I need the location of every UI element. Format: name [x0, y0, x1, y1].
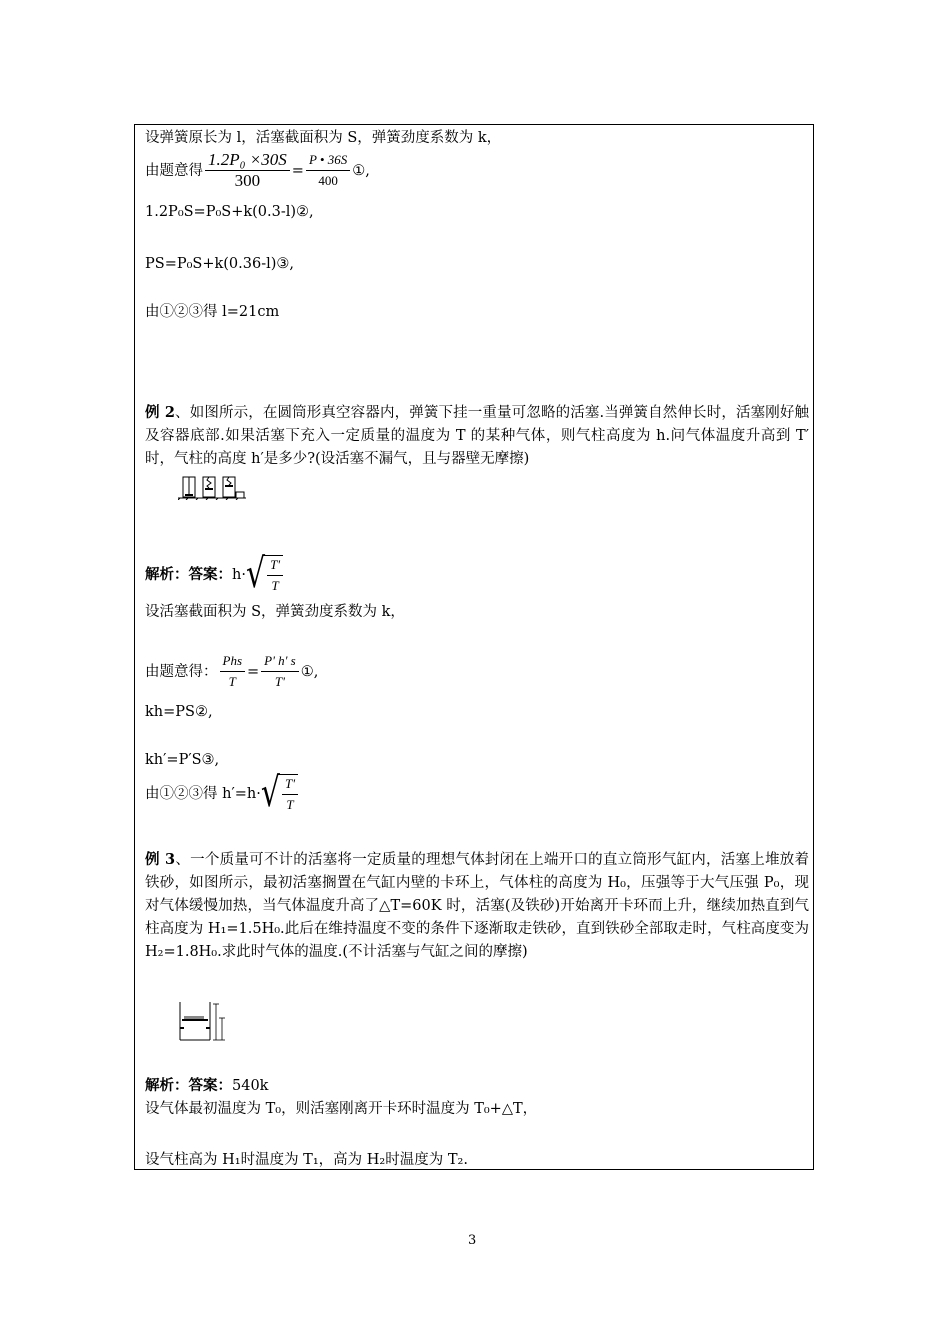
text-line: 设弹簧原长为 l，活塞截面积为 S，弹簧劲度系数为 k， — [145, 130, 502, 146]
fraction — [280, 774, 298, 814]
fraction-denominator: T — [271, 578, 279, 593]
radical-sign: √ — [260, 769, 280, 817]
example-2-figure — [178, 474, 248, 500]
equation-1 — [145, 151, 370, 190]
result-line: 由①②③得 l=21cm — [145, 304, 280, 320]
fraction-denominator: T — [228, 674, 236, 689]
equation-prefix: 由题意得 — [145, 162, 203, 179]
square-root — [260, 769, 298, 817]
fraction-numerator: T' — [267, 556, 283, 576]
fraction-denominator: 400 — [318, 173, 338, 188]
equation-suffix: ①, — [352, 162, 370, 179]
answer-value: 540k — [232, 1078, 269, 1094]
example-text: 、一个质量可不计的活塞将一定质量的理想气体封闭在上端开口的直立筒形气缸内，活塞上堆放着铁砂，如图所示，最初活塞搁置在气缸内壁的卡环上，气体柱的高度为 H₀，压强等于大气压强 P₀，现对气体缓慢加热，当气体温度升高了△T=60K 时，活塞(及铁砂)开始离开卡环而上升，继续加热直到气柱高度为 H₁=1.5H₀.此后在维持温度不变的条件下逐渐取走铁砂，直到铁砂全部取走时，气柱高度变为 H₂=1.8H₀.求此时气体的温度.(不计活塞与气缸之间的摩擦) — [145, 852, 809, 960]
answer-prefix: h· — [232, 567, 246, 583]
fraction-numerator: T' — [282, 775, 298, 795]
fraction — [261, 652, 299, 691]
page-number: 3 — [468, 1233, 477, 1248]
square-root — [245, 550, 283, 598]
radical-sign: √ — [245, 550, 266, 598]
fraction — [220, 652, 246, 691]
equals-sign: = — [247, 663, 260, 680]
equation-1 — [145, 652, 318, 691]
example-3-question — [145, 848, 809, 964]
example-label: 例 3 — [145, 851, 176, 868]
text-line: 设活塞截面积为 S，弹簧劲度系数为 k， — [145, 604, 405, 620]
result-line — [145, 769, 298, 817]
example-label: 例 2 — [145, 404, 175, 421]
answer-line — [145, 550, 283, 598]
text-line: 设气柱高为 H₁时温度为 T₁，高为 H₂时温度为 T₂. — [145, 1152, 468, 1168]
equation-3: kh′=P′S③, — [145, 752, 220, 768]
content-table-cell — [134, 124, 814, 1170]
fraction-numerator: 1.2P₀ ×30S — [205, 151, 290, 171]
equation-2: 1.2P₀S=P₀S+k(0.3-l)②, — [145, 204, 314, 220]
equation-prefix: 由题意得： — [145, 663, 218, 680]
answer-line — [145, 1077, 268, 1095]
answer-label: 解析：答案： — [145, 566, 232, 583]
fraction-denominator: T — [286, 797, 294, 812]
equation-suffix: ①, — [300, 663, 319, 680]
example-2-question — [145, 401, 809, 471]
fraction — [306, 151, 350, 190]
result-prefix: 由①②③得 h′=h· — [145, 786, 261, 802]
fraction-numerator: P • 36S — [306, 151, 350, 171]
answer-label: 解析：答案： — [145, 1077, 232, 1094]
fraction — [205, 151, 290, 190]
fraction — [265, 555, 283, 595]
fraction-numerator: P' h' s — [261, 652, 299, 672]
equation-3: PS=P₀S+k(0.36-l)③, — [145, 256, 295, 272]
fraction-denominator: 300 — [234, 171, 261, 190]
equation-2: kh=PS②, — [145, 704, 213, 720]
fraction-numerator: Phs — [220, 652, 246, 672]
fraction-denominator: T' — [274, 674, 285, 689]
example-text: 、如图所示，在圆筒形真空容器内，弹簧下挂一重量可忽略的活塞.当弹簧自然伸长时，活塞刚好触及容器底部.如果活塞下充入一定质量的温度为 T 的某种气体，则气柱高度为 h.问气体温度升高到 T′时，气柱的高度 h′是多少?(设活塞不漏气，且与器壁无摩擦) — [145, 405, 810, 467]
equals-sign: = — [291, 162, 304, 179]
example-3-figure — [176, 1000, 228, 1044]
text-line: 设气体最初温度为 T₀，则活塞刚离开卡环时温度为 T₀+△T， — [145, 1101, 538, 1117]
